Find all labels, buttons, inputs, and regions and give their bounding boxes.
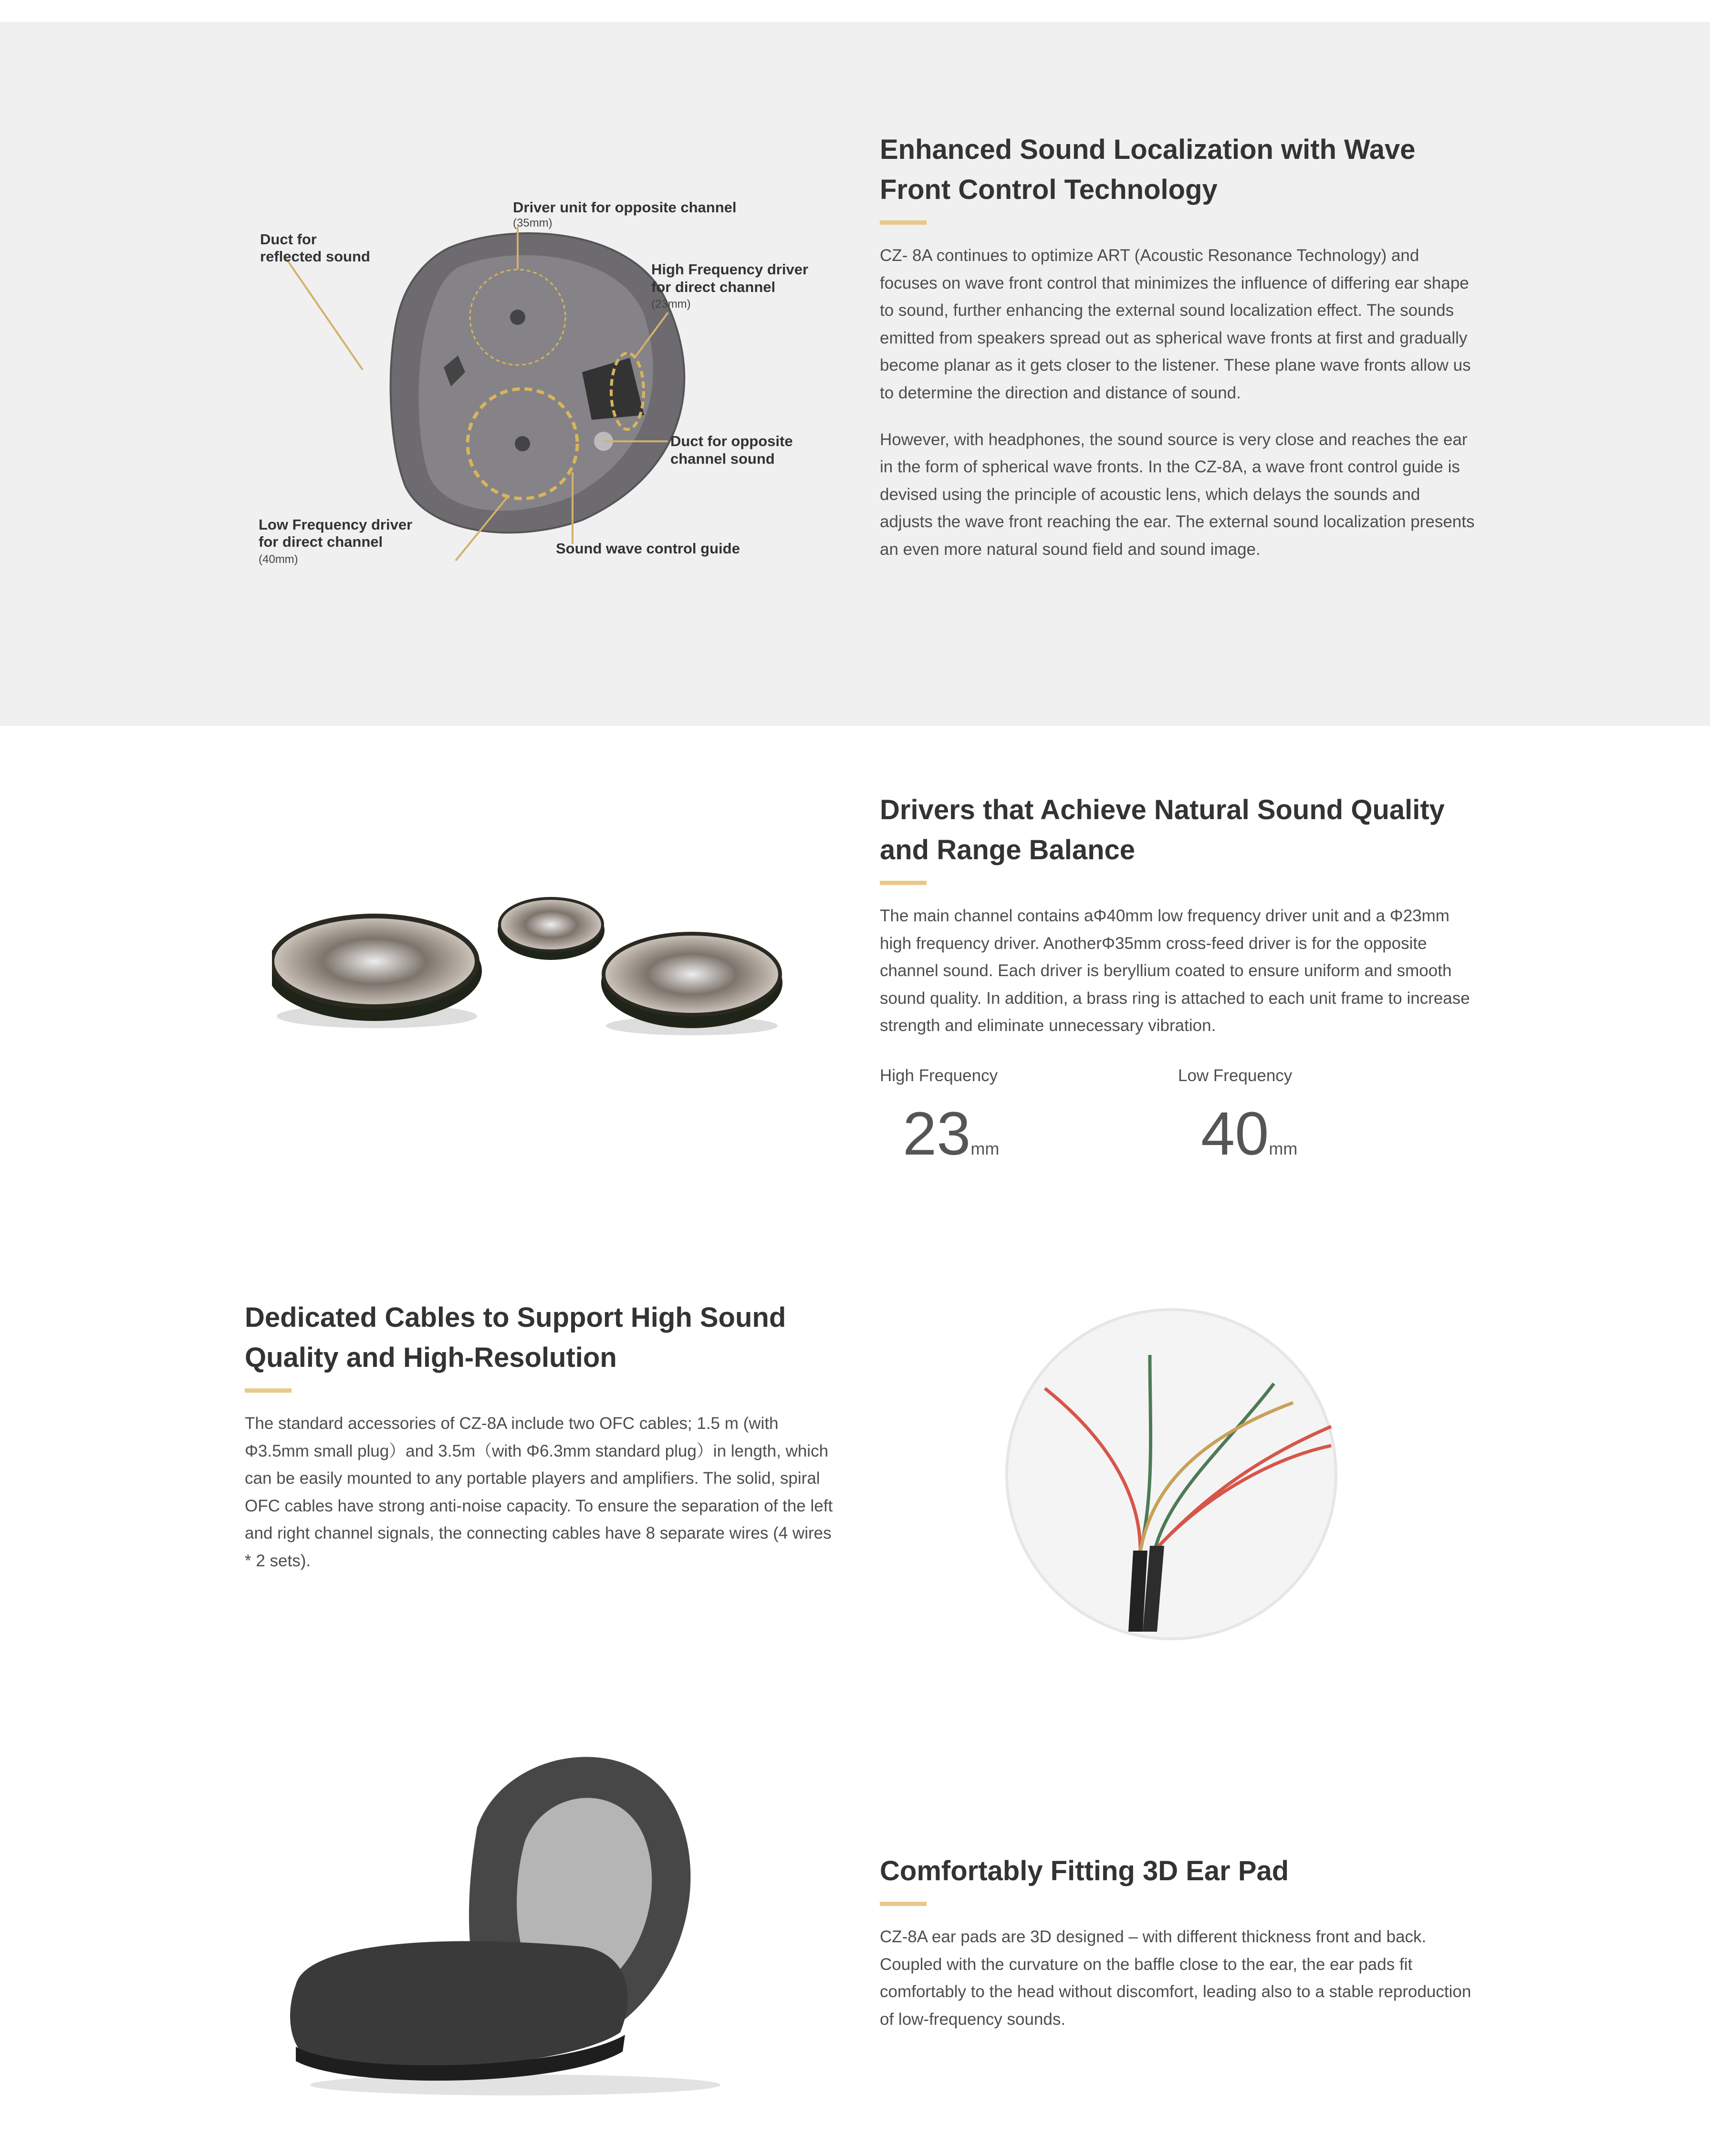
cables-text [245, 1298, 841, 1594]
paragraph: The main channel contains aΦ40mm low frequency driver unit and a Φ23mm high frequency driver. AnotherΦ35mm cross-feed driver is for the opposite channel sound. Each driver is beryllium coated to ensure uniform and smooth sound quality. In addition, a brass ring is attached to each unit frame to increase strength and eliminate unnecessary vibration. [880, 906, 1470, 1035]
label-guide: Sound wave control guide [556, 540, 740, 557]
cables-image [997, 1302, 1345, 1651]
section-title: Drivers that Achieve Natural Sound Quality and Range Balance [880, 794, 1445, 865]
spec-low-frequency [1178, 1066, 1297, 1179]
ear-pad-text [880, 1851, 1476, 2052]
ear-pad-image [277, 1718, 782, 2099]
accent-bar [880, 220, 927, 225]
accent-bar [880, 1902, 927, 1906]
spec-value: 23 [903, 1100, 971, 1168]
accent-bar [245, 1388, 292, 1393]
wave-front-text [880, 130, 1476, 583]
section-title: Dedicated Cables to Support High Sound Quality and High-Resolution [245, 1302, 786, 1373]
accent-bar [880, 881, 927, 885]
section-title: Comfortably Fitting 3D Ear Pad [880, 1855, 1289, 1886]
label-hf-driver-line2: for direct channel [651, 279, 776, 295]
spec-label: High Frequency [880, 1066, 998, 1085]
section-title: Enhanced Sound Localization with Wave Front Control Technology [880, 134, 1416, 205]
label-duct-opposite-line2: channel sound [670, 450, 775, 467]
spec-high-frequency [880, 1066, 999, 1179]
label-driver-opposite-size: (35mm) [513, 217, 553, 229]
spec-value: 40 [1201, 1100, 1269, 1168]
label-duct-reflected-line2: reflected sound [260, 248, 370, 265]
label-lf-driver-size: (40mm) [259, 553, 298, 566]
driver-diagram-image [248, 191, 840, 582]
drivers-image [272, 868, 797, 1040]
paragraph: CZ-8A ear pads are 3D designed – with different thickness front and back. Coupled with the curvature on the baffle close to the ear, the ear pads fit comfortably to the head without discomfort, leading also to a stable reproduction of low-frequency sounds. [880, 1927, 1471, 2029]
spec-label: Low Frequency [1178, 1066, 1293, 1085]
label-duct-reflected-line1: Duct for [260, 231, 317, 248]
label-hf-driver-size: (23mm) [651, 298, 691, 311]
paragraph: However, with headphones, the sound source is very close and reaches the ear in the form of spherical wave fronts. In the CZ-8A, a wave front control guide is devised using the principle of acoustic lens, which delays the sounds and adjusts the wave front reaching the ear. The external sound localization presents an even more natural sound field and sound image. [880, 430, 1475, 559]
label-hf-driver-line1: High Frequency driver [651, 261, 809, 278]
spec-unit: mm [1269, 1139, 1298, 1158]
drivers-text [880, 790, 1476, 1059]
label-lf-driver-line1: Low Frequency driver [259, 516, 413, 533]
spec-unit: mm [970, 1139, 1000, 1158]
label-lf-driver-line2: for direct channel [259, 533, 383, 550]
paragraph: The standard accessories of CZ-8A include two OFC cables; 1.5 m (with Φ3.5mm small plug）and 3.5m（with Φ6.3mm standard plug）in length, which can be easily mounted to any portable players and amplifiers. The solid, spiral OFC cables have strong anti-noise capacity. To ensure the separation of the left and right channel signals, the connecting cables have 8 separate wires (4 wires * 2 sets). [245, 1414, 833, 1570]
label-duct-opposite-line1: Duct for opposite [670, 433, 793, 449]
paragraph: CZ- 8A continues to optimize ART (Acoustic Resonance Technology) and focuses on wave front control that minimizes the influence of differing ear shape to sound, further enhancing the external sound localization effect. The sounds emitted from speakers spread out as spherical wave fronts at first and gradually become planar as it gets closer to the listener. These plane wave fronts allow us to determine the direction and distance of sound. [880, 246, 1471, 402]
label-driver-opposite: Driver unit for opposite channel [513, 199, 737, 216]
